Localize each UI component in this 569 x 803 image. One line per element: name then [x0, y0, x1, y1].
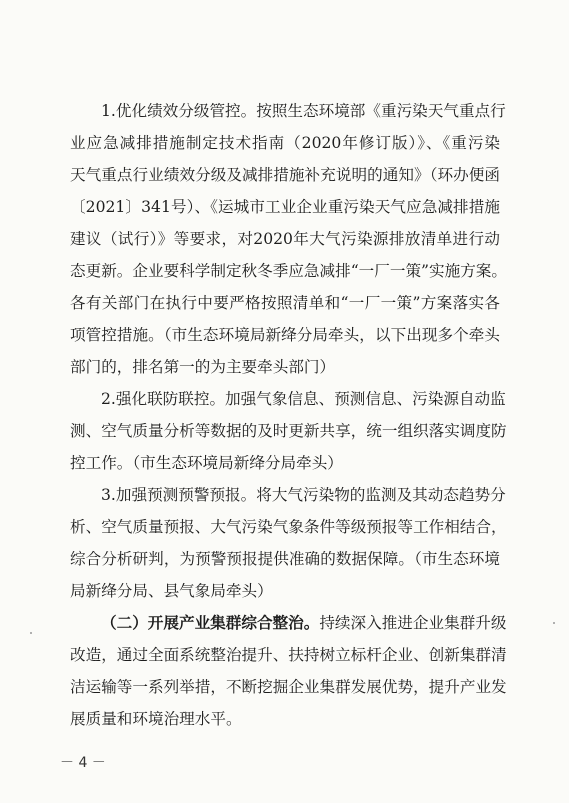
- para2-line2: 测、空气质量分析等数据的及时更新共享，统一组织落实调度防: [70, 422, 507, 440]
- page-number: － 4 －: [60, 755, 106, 771]
- scan-speck: [553, 622, 555, 624]
- para1-line4: 〔2021〕341号）、《运城市工业企业重污染天气应急减排措施: [70, 198, 500, 216]
- para3-line1: 3.加强预测预警预报。将大气污染物的监测及其动态趋势分: [101, 486, 506, 504]
- para2-line3: 控工作。（市生态环境局新绛分局牵头）: [70, 454, 343, 472]
- para1-line9: 部门的，排名第一的为主要牵头部门）: [70, 358, 336, 376]
- section2-line4: 展质量和环境治理水平。: [70, 710, 242, 728]
- para1-line5: 建议（试行）》等要求，对2020年大气污染源排放清单进行动: [70, 230, 500, 248]
- para3-line3: 综合分析研判，为预警预报提供准确的数据保障。（市生态环境: [70, 550, 500, 568]
- para1-line3: 天气重点行业绩效分级及减排措施补充说明的通知》（环办便函: [70, 166, 500, 184]
- para1-line2: 业应急减排措施制定技术指南（2020年修订版）》、《重污染: [70, 134, 500, 152]
- para2-line1: 2.强化联防联控。加强气象信息、预测信息、污染源自动监: [101, 390, 506, 408]
- section2-line2: 改造，通过全面系统整治提升、扶持树立标杆企业、创新集群清: [70, 646, 507, 664]
- para3-line4: 局新绛分局、县气象局牵头）: [70, 582, 273, 600]
- para3-line2: 析、空气质量预报、大气污染气象条件等级预报等工作相结合，: [70, 518, 507, 536]
- para1-line6: 态更新。企业要科学制定秋冬季应急减排“一厂一策”实施方案。: [70, 262, 507, 280]
- para1-line8: 项管控措施。（市生态环境局新绛分局牵头，以下出现多个牵头: [70, 326, 500, 344]
- section2-line1-body: 持续深入推进企业集群升级: [319, 614, 507, 632]
- scan-speck: [30, 632, 32, 634]
- section2-line3: 洁运输等一系列举措，不断挖掘企业集群发展优势，提升产业发: [70, 678, 507, 696]
- para1-line1: 1.优化绩效分级管控。按照生态环境部《重污染天气重点行: [101, 102, 506, 120]
- section2-heading: （二）开展产业集群综合整治。: [101, 613, 320, 632]
- section2-line1: [101, 613, 507, 633]
- para1-line7: 各有关部门在执行中要严格按照清单和“一厂一策”方案落实各: [70, 294, 500, 312]
